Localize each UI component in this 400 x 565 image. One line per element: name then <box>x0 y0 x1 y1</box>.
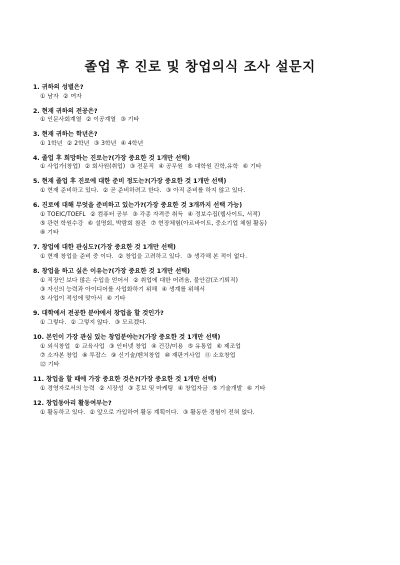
survey-question <box>33 84 381 102</box>
option-number: ② <box>89 409 95 416</box>
option-label: 곧 준비하려고 한다. <box>110 187 162 194</box>
option-line <box>40 140 381 149</box>
option-line <box>40 352 381 361</box>
option-number: ② <box>90 211 96 218</box>
option-number: ③ <box>109 343 115 350</box>
option-label: 교육사업 <box>81 343 105 350</box>
option-number: ① <box>40 319 46 326</box>
question-text: 8. 창업을 하고 싶은 이유는?(가장 중요한 것 1개만 선택) <box>33 267 190 275</box>
option-label: 공무원 <box>165 164 183 171</box>
option-number: ③ <box>120 117 126 124</box>
option-number: ③ <box>40 286 46 293</box>
option-group <box>33 253 381 262</box>
option-group <box>33 211 381 239</box>
option-label: TOEIC/TOEFL <box>47 211 86 218</box>
option-line <box>40 229 381 238</box>
option-line <box>40 319 381 328</box>
option-label: 인문사회계열 <box>47 117 82 124</box>
option-label: 기술개발 <box>219 385 243 392</box>
answer-option[interactable] <box>40 94 59 100</box>
option-number: ⑨ <box>110 352 117 359</box>
option-label: 그렇다. <box>47 319 67 326</box>
option-group <box>33 93 381 102</box>
answer-option[interactable] <box>71 320 110 326</box>
page-title: 졸업 후 진로 및 창업의식 조사 설문지 <box>84 60 316 75</box>
option-label: 기타 <box>127 117 140 124</box>
option-label: 활동하고 있다. <box>47 409 86 416</box>
answer-option[interactable] <box>40 353 78 359</box>
option-label: 대학원 진학,유학 <box>194 164 239 171</box>
answer-option[interactable] <box>187 164 238 170</box>
answer-option[interactable] <box>120 117 139 123</box>
option-group <box>33 163 381 172</box>
option-number: ④ <box>151 343 157 350</box>
answer-option[interactable] <box>166 188 245 194</box>
answer-option[interactable] <box>40 164 80 170</box>
option-group <box>33 277 381 305</box>
option-number: ⑥ <box>242 164 249 171</box>
option-group <box>33 319 381 328</box>
answer-option[interactable] <box>128 386 173 392</box>
option-number: ③ <box>186 253 192 260</box>
question-text: 4. 졸업 후 희망하는 진로는?(가장 중요한 것 1개만 선택) <box>33 154 190 162</box>
survey-question <box>33 178 381 196</box>
answer-option[interactable] <box>188 212 261 218</box>
option-label: 사업가(창업) <box>47 164 81 171</box>
option-label: 재판거사업 <box>171 352 201 359</box>
answer-option[interactable] <box>90 212 128 218</box>
answer-option[interactable] <box>133 278 238 284</box>
option-number: ⑥ <box>216 343 222 350</box>
question-text: 11. 창업을 할 때에 가장 중요한 것은?(가장 중요한 것 1개만 선택) <box>33 376 217 384</box>
survey-question <box>33 376 381 394</box>
option-number: ② <box>102 187 109 194</box>
option-number: ③ <box>128 385 134 392</box>
option-label: 3학년 <box>101 140 117 147</box>
option-line <box>40 361 381 370</box>
option-line <box>40 277 381 286</box>
option-label: 자신의 능력과 아이디어를 사업화하기 위해 <box>47 286 158 293</box>
option-number: ② <box>118 253 124 260</box>
option-number: ⑥ <box>246 385 253 392</box>
option-number: ④ <box>177 385 183 392</box>
survey-question <box>33 400 381 418</box>
answer-option[interactable] <box>40 362 59 368</box>
option-number: ⑤ <box>187 164 193 171</box>
answer-option[interactable] <box>99 386 123 392</box>
option-label: 유통업 <box>195 343 213 350</box>
option-line <box>40 409 381 418</box>
option-number: ⑤ <box>212 385 218 392</box>
option-number: ⑧ <box>40 230 46 237</box>
option-number: ④ <box>158 164 164 171</box>
answer-option[interactable] <box>86 117 116 123</box>
question-text: 9. 대학에서 전공한 분야에서 창업을 할 것인가? <box>33 310 164 318</box>
answer-option[interactable] <box>40 212 86 218</box>
option-label: 컴퓨터 공부 <box>97 211 128 218</box>
question-text: 6. 진로에 대해 무엇을 준비하고 있는가?(가장 중요한 것 3개까지 선택 가능) <box>33 201 243 209</box>
answer-option[interactable] <box>40 254 114 260</box>
option-label: 외식창업 <box>47 343 71 350</box>
option-number: ④ <box>161 286 167 293</box>
option-number: ① <box>40 117 46 124</box>
answer-option[interactable] <box>40 320 66 326</box>
answer-option[interactable] <box>88 221 146 227</box>
option-label: 기타 <box>254 385 266 392</box>
answer-option[interactable] <box>75 344 105 350</box>
option-number: ② <box>74 343 80 350</box>
option-number: ③ <box>93 140 100 147</box>
option-group <box>33 385 381 394</box>
question-text: 1. 귀하의 성별은? <box>33 84 84 91</box>
answer-option[interactable] <box>40 221 83 227</box>
option-label: 투잡스 <box>89 352 107 359</box>
option-label: 모르겠다. <box>122 319 147 326</box>
option-group <box>33 140 381 149</box>
option-label: 창업자금 <box>185 385 208 392</box>
option-label: 회사원(취업) <box>92 164 126 171</box>
answer-option[interactable] <box>212 386 242 392</box>
answer-option[interactable] <box>40 278 129 284</box>
survey-question <box>33 202 381 239</box>
survey-question <box>33 334 381 371</box>
answer-option[interactable] <box>159 164 183 170</box>
option-number: ① <box>40 385 46 392</box>
option-number: ① <box>40 253 46 260</box>
answer-option[interactable] <box>111 353 160 359</box>
option-number: ⑤ <box>40 296 46 303</box>
answer-option[interactable] <box>165 353 201 359</box>
answer-option[interactable] <box>121 141 143 147</box>
answer-option[interactable] <box>40 287 157 293</box>
option-number: ⑦ <box>150 220 156 227</box>
answer-option[interactable] <box>40 410 85 416</box>
answer-option[interactable] <box>205 353 236 359</box>
answer-option[interactable] <box>178 386 208 392</box>
option-line <box>40 253 381 262</box>
option-label: 전문직 <box>136 164 155 171</box>
answer-option[interactable] <box>63 94 82 100</box>
option-number: ② <box>99 385 105 392</box>
option-group <box>33 343 381 371</box>
answer-option[interactable] <box>187 254 247 260</box>
answer-option[interactable] <box>40 141 62 147</box>
option-number: ③ <box>132 211 138 218</box>
option-label: 4학년 <box>128 140 144 147</box>
option-number: ④ <box>120 140 127 147</box>
option-label: 2학년 <box>74 140 90 147</box>
option-line <box>40 343 381 352</box>
option-number: ① <box>40 277 46 284</box>
answer-option[interactable] <box>107 296 126 302</box>
question-text: 5. 현재 졸업 후 진로에 대한 준비 정도는?(가장 중요한 것 1개만 선택) <box>33 178 227 186</box>
answer-option[interactable] <box>217 344 241 350</box>
option-label: 관련 학원수강 <box>47 220 84 227</box>
answer-option[interactable] <box>188 344 212 350</box>
option-label: 시장성 <box>106 385 124 392</box>
answer-option[interactable] <box>243 164 262 170</box>
option-number: ① <box>40 211 46 218</box>
option-label: 신기술/벤처창업 <box>118 352 161 359</box>
survey-question <box>33 155 381 173</box>
option-label: 건강/미용 <box>158 343 184 350</box>
option-label: 사업이 적성에 맞아서 <box>47 296 103 303</box>
option-number: ③ <box>129 164 135 171</box>
option-label: 소호창업 <box>212 352 236 359</box>
option-label: 남자 <box>47 93 59 100</box>
answer-option[interactable] <box>82 353 106 359</box>
answer-option[interactable] <box>151 221 267 227</box>
option-label: 앞으로 가입하여 활동 계획이다. <box>96 409 179 416</box>
option-label: 제조업 <box>223 343 241 350</box>
option-number: ⑩ <box>164 352 170 359</box>
survey-question <box>33 268 381 305</box>
option-number: ⑥ <box>106 296 113 303</box>
option-label: 정보수집(웹사이트, 서적) <box>194 211 261 218</box>
survey-question <box>33 108 381 126</box>
option-label: 인터넷 창업 <box>116 343 147 350</box>
option-label: 생계를 위해서 <box>168 286 205 293</box>
option-label: 기타 <box>47 362 60 369</box>
question-text: 2. 현재 귀하의 전공은? <box>33 107 98 115</box>
answer-option[interactable] <box>109 344 147 350</box>
answer-option[interactable] <box>151 344 183 350</box>
option-number: ③ <box>165 187 172 194</box>
option-number: ② <box>63 93 69 100</box>
option-number: ⑥ <box>87 220 94 227</box>
option-line <box>40 211 381 220</box>
option-number: ⑧ <box>82 352 88 359</box>
answer-option[interactable] <box>115 320 147 326</box>
option-number: ⑤ <box>187 343 194 350</box>
option-label: 현재 준비하고 있다. <box>47 187 99 194</box>
option-number: ② <box>133 277 139 284</box>
answer-option[interactable] <box>40 230 59 236</box>
option-line <box>40 220 381 229</box>
option-label: 생각해 본 적이 없다. <box>193 253 247 260</box>
answer-option[interactable] <box>40 117 81 123</box>
option-group <box>33 409 381 418</box>
question-list <box>33 84 381 424</box>
option-number: ① <box>40 343 46 350</box>
option-line <box>40 93 381 102</box>
option-label: 홍보 및 마케팅 <box>135 385 174 392</box>
option-number: ② <box>70 319 77 326</box>
option-label: 경영자로서의 능력 <box>47 385 95 392</box>
option-line <box>40 385 381 394</box>
option-label: 그렇지 않다. <box>78 319 111 326</box>
option-number: ⑦ <box>40 352 46 359</box>
survey-question <box>33 244 381 262</box>
option-label: 소자본 창업 <box>47 352 78 359</box>
answer-option[interactable] <box>103 188 161 194</box>
option-label: 각종 자격증 취득 <box>139 211 184 218</box>
survey-question <box>33 310 381 328</box>
option-line <box>40 116 381 125</box>
option-line <box>40 163 381 172</box>
option-number: ③ <box>182 409 189 416</box>
option-line <box>40 187 381 196</box>
answer-option[interactable] <box>247 386 266 392</box>
question-text: 12. 창업동아리 활동여부는? <box>33 399 112 407</box>
question-text: 3. 현재 귀하는 학년은? <box>33 131 98 139</box>
survey-question <box>33 131 381 149</box>
option-label: 여자 <box>70 93 82 100</box>
question-text: 7. 창업에 대한 관심도?(가장 중요한 것 1개만 선택) <box>33 244 176 252</box>
option-number: ① <box>40 187 46 194</box>
option-label: 아직 준비를 하지 않고 있다. <box>173 187 246 194</box>
option-number: ① <box>40 140 46 147</box>
answer-option[interactable] <box>85 164 125 170</box>
answer-option[interactable] <box>40 386 95 392</box>
option-number: ⑤ <box>40 220 46 227</box>
option-label: 현재 창업을 준비 중 이다. <box>47 253 114 260</box>
option-group <box>33 187 381 196</box>
option-number: ④ <box>187 211 193 218</box>
option-label: 취업에 대한 어려움, 불안감(조기퇴직) <box>140 277 238 284</box>
option-label: 창업을 고려하고 있다. <box>125 253 183 260</box>
answer-option[interactable] <box>40 344 70 350</box>
option-number: ② <box>85 117 92 124</box>
option-label: 기타 <box>250 164 262 171</box>
option-number: ① <box>40 409 46 416</box>
option-label: 기타 <box>47 230 59 237</box>
answer-option[interactable] <box>40 296 102 302</box>
option-number: ② <box>66 140 73 147</box>
option-label: 1학년 <box>47 140 63 147</box>
option-label: 활동한 경험이 전혀 없다. <box>190 409 255 416</box>
option-number: ⑫ <box>40 362 46 369</box>
answer-option[interactable] <box>94 141 116 147</box>
question-text: 10. 본인이 가장 관심 있는 창업분야는?(가장 중요한 것 1개만 선택) <box>33 333 221 341</box>
option-line <box>40 295 381 304</box>
answer-option[interactable] <box>130 164 154 170</box>
option-line <box>40 286 381 295</box>
answer-option[interactable] <box>90 410 179 416</box>
option-label: 설명회, 박람회 참관 <box>95 220 147 227</box>
option-label: 현장체험(아르바이트, 중소기업 체험 활동) <box>158 220 267 227</box>
answer-option[interactable] <box>67 141 89 147</box>
option-number: ① <box>40 164 46 171</box>
answer-option[interactable] <box>183 410 255 416</box>
option-number: ⑪ <box>204 352 211 359</box>
option-number: ① <box>40 93 46 100</box>
option-number: ③ <box>114 319 120 326</box>
answer-option[interactable] <box>40 188 98 194</box>
option-group <box>33 116 381 125</box>
answer-option[interactable] <box>118 254 182 260</box>
answer-option[interactable] <box>132 212 183 218</box>
option-label: 기타 <box>114 296 126 303</box>
option-number: ② <box>84 164 91 171</box>
option-label: 직장인 보다 많은 수입을 얻어서 <box>47 277 129 284</box>
option-label: 이공계열 <box>93 117 116 124</box>
answer-option[interactable] <box>162 287 205 293</box>
